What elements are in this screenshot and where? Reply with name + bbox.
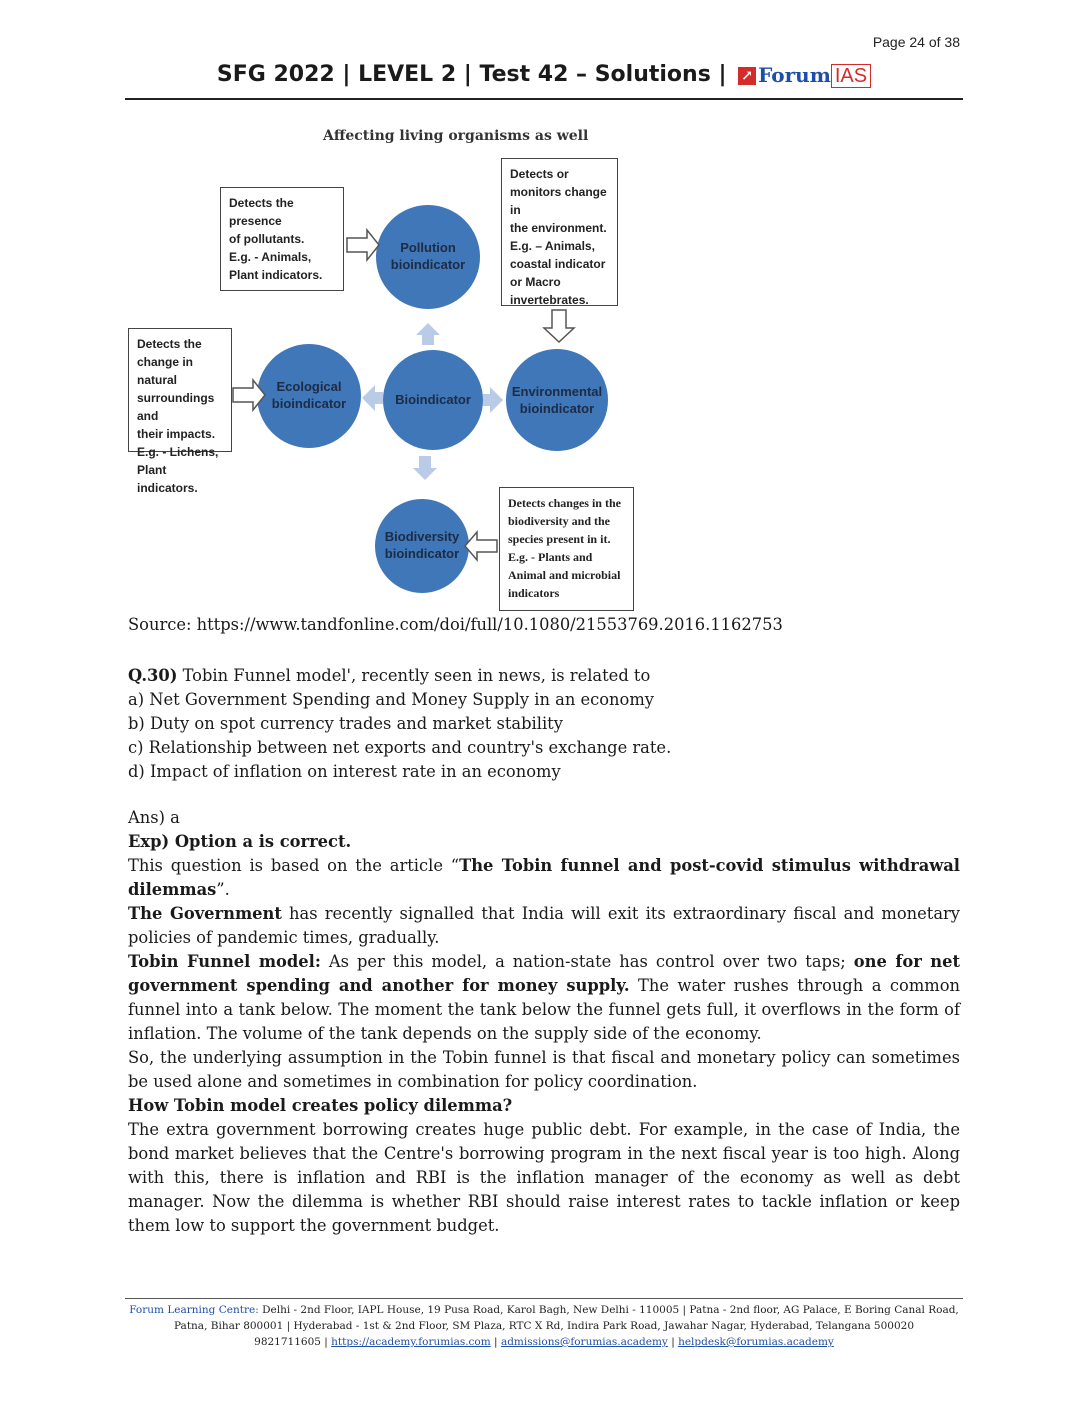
- question-block: [128, 664, 960, 784]
- paragraph-government: The Government has recently signalled that India will exit its extraordinary fiscal and monetary policies of pandemic times, gradually.: [128, 904, 961, 947]
- logo-ias: IAS: [831, 64, 871, 88]
- paragraph-tobin-model: Tobin Funnel model: As per this model, a nation-state has control over two taps; one for net government spending and another for money supply. The water rushes through a common funnel into a tank below. The moment the tank below the funnel gets full, it overflows in the form of inflation. The volume of the tank depends on the supply side of the economy.: [128, 952, 960, 1043]
- answer-label: Ans) a: [128, 808, 180, 827]
- option-d: d) Impact of inflation on interest rate in an economy: [128, 762, 561, 781]
- option-a: a) Net Government Spending and Money Supply in an economy: [128, 690, 654, 709]
- logo-arrow-icon: ↗: [738, 67, 756, 85]
- title-text: SFG 2022 | LEVEL 2 | Test 42 – Solutions |: [216, 62, 727, 87]
- question-stem: Tobin Funnel model', recently seen in news, is related to: [177, 666, 651, 685]
- footer-link-helpdesk[interactable]: helpdesk@forumias.academy: [678, 1336, 834, 1348]
- page-number: Page 24 of 38: [872, 34, 960, 50]
- forumias-logo: [738, 63, 871, 88]
- dilemma-heading: How Tobin model creates policy dilemma?: [128, 1096, 513, 1115]
- arrow-left-icon: [362, 385, 383, 411]
- label-ecological: Ecological bioindicator: [271, 379, 347, 411]
- arrow-down-icon: [413, 456, 437, 480]
- footer-rule: [125, 1298, 963, 1299]
- paragraph-article: This question is based on the article “The Tobin funnel and post-covid stimulus withdrawal dilemmas”.: [128, 856, 960, 899]
- answer-block: [128, 806, 960, 1238]
- diagram-title: Affecting living organisms as well: [323, 128, 589, 144]
- hollow-arrow-left-icon: [465, 532, 497, 560]
- label-pollution: Pollution bioindicator: [390, 240, 466, 272]
- label-biodiversity: Biodiversity bioindicator: [384, 529, 460, 561]
- option-b: b) Duty on spot currency trades and market stability: [128, 714, 563, 733]
- header-rule: [125, 98, 963, 100]
- question-text: [128, 664, 960, 688]
- source-line: Source: https://www.tandfonline.com/doi/full/10.1080/21553769.2016.1162753: [128, 615, 783, 634]
- label-center: Bioindicator: [395, 392, 471, 407]
- footer-link-admissions[interactable]: admissions@forumias.academy: [500, 1336, 668, 1348]
- label-environmental: Environmental bioindicator: [511, 384, 603, 416]
- explanation-heading: Exp) Option a is correct.: [128, 832, 352, 851]
- footer-org: Forum Learning Centre:: [129, 1304, 259, 1316]
- paragraph-assumption: So, the underlying assumption in the Tobin funnel is that fiscal and monetary policy can sometimes be used alone and sometimes in combination for policy coordination.: [128, 1048, 960, 1091]
- hollow-arrow-down-icon: [544, 310, 574, 342]
- box-pollution: Detects the presence of pollutants. E.g. - Animals, Plant indicators.: [220, 187, 344, 291]
- bioindicator-diagram: [125, 120, 645, 615]
- paragraph-dilemma: The extra government borrowing creates huge public debt. For example, in the case of India, the bond market believes that the Centre's borrowing program in the next fiscal year is too high. Along with this, there is inflation and RBI is the inflation manager of the economy as well as debt manager. Now the dilemma is whether RBI should raise interest rates to tackle inflation or keep them low to support the government budget.: [128, 1120, 960, 1235]
- box-environment: Detects or monitors change in the environment. E.g. – Animals, coastal indicator or Macro invertebrates.: [501, 158, 618, 306]
- box-biodiversity: Detects changes in the biodiversity and the species present in it. E.g. - Plants and Animal and microbial indicators: [499, 487, 634, 611]
- logo-forum: Forum: [758, 62, 831, 87]
- box-ecological: Detects the change in natural surroundings and their impacts. E.g. - Lichens, Plant indicators.: [128, 328, 232, 452]
- arrow-right-icon: [483, 387, 503, 413]
- question-number: Q.30): [128, 666, 178, 685]
- footer-link-academy[interactable]: https://academy.forumias.com: [331, 1336, 491, 1348]
- article-title: The Tobin funnel and post-covid stimulus withdrawal dilemmas: [128, 856, 960, 899]
- option-c: c) Relationship between net exports and country's exchange rate.: [128, 738, 672, 757]
- header-title: [0, 62, 1088, 88]
- hollow-arrow-right-icon: [347, 230, 379, 260]
- arrow-up-icon: [416, 323, 440, 345]
- footer: Forum Learning Centre: Delhi - 2nd Floor, IAPL House, 19 Pusa Road, Karol Bagh, New Delhi - 110005 | Patna - 2nd floor, AG Palace, E Boring Canal Road, Patna, Bihar 800001 | Hyderabad - 1st & 2nd Floor, SM Plaza, RTC X Rd, Indira Park Road, Jawahar Nagar, Hyderabad, Telangana 500020 9821711605 | https://academy.forumias.com | admissions@forumias.academy | helpdesk@forumias.academy: [129, 1304, 959, 1348]
